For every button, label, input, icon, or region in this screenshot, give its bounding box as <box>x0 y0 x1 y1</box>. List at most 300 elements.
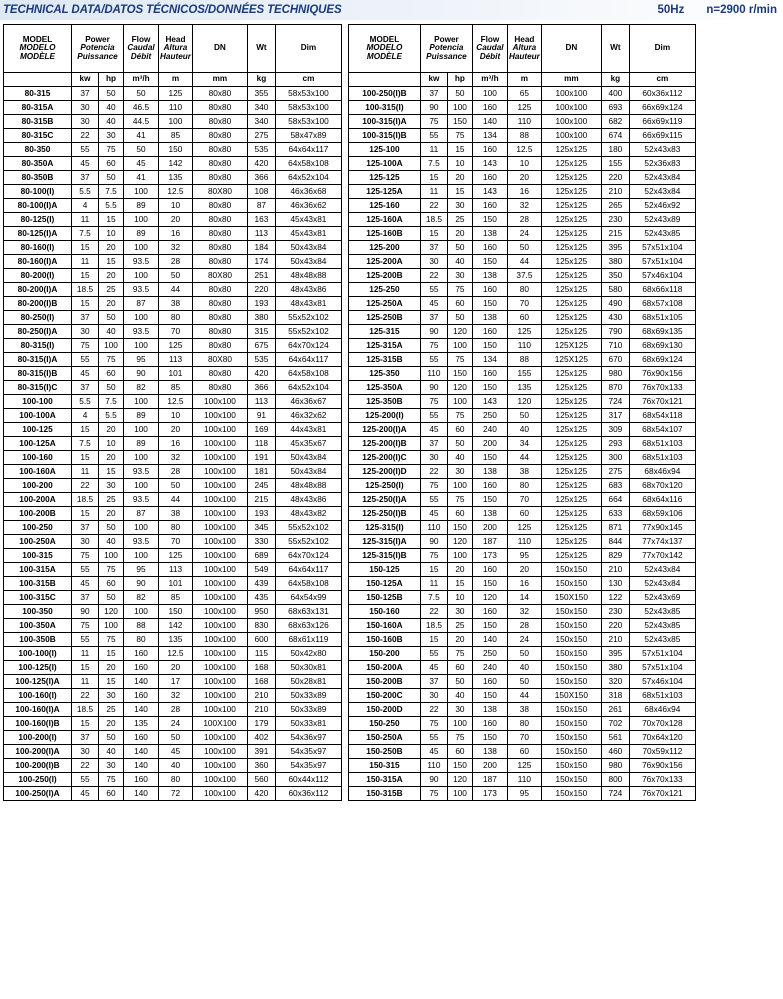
table-row <box>4 689 342 703</box>
cell-value: 80x80 <box>192 101 247 115</box>
cell-value: 100x100 <box>541 115 601 129</box>
cell-value: 230 <box>601 605 629 619</box>
unit-flow: m³/h <box>472 73 507 87</box>
cell-value: 125x125 <box>541 185 601 199</box>
cell-value: 60 <box>447 661 472 675</box>
cell-value: 125x125 <box>541 269 601 283</box>
cell-value: 40 <box>99 745 124 759</box>
cell-model: 125-250A <box>348 297 420 311</box>
cell-value: 150 <box>472 297 507 311</box>
cell-value: 5.5 <box>72 185 99 199</box>
cell-value: 58x53x100 <box>275 101 341 115</box>
cell-value: 60 <box>99 787 124 801</box>
cell-model: 80-350A <box>4 157 72 171</box>
left-table-body <box>4 87 342 801</box>
cell-value: 68x51x105 <box>629 311 695 325</box>
cell-value: 80X80 <box>192 269 247 283</box>
cell-value: 20 <box>159 213 193 227</box>
cell-value: 20 <box>99 717 124 731</box>
cell-model: 125-200(I)C <box>348 451 420 465</box>
cell-value: 50x43x84 <box>275 241 341 255</box>
cell-value: 20 <box>99 269 124 283</box>
cell-model: 150-160B <box>348 633 420 647</box>
cell-value: 37 <box>420 311 447 325</box>
cell-value: 100x100 <box>192 675 247 689</box>
cell-value: 55 <box>72 563 99 577</box>
cell-value: 140 <box>124 745 159 759</box>
cell-value: 52x43x84 <box>629 577 695 591</box>
cell-value: 275 <box>601 465 629 479</box>
cell-value: 80x80 <box>192 325 247 339</box>
cell-value: 64x52x104 <box>275 171 341 185</box>
cell-value: 101 <box>159 367 193 381</box>
cell-value: 32 <box>159 689 193 703</box>
cell-value: 140 <box>472 115 507 129</box>
cell-value: 50x28x81 <box>275 675 341 689</box>
cell-model: 80-160(I)A <box>4 255 72 269</box>
cell-value: 50 <box>99 87 124 101</box>
cell-value: 315 <box>247 325 275 339</box>
cell-value: 125X125 <box>541 353 601 367</box>
cell-model: 80-350B <box>4 171 72 185</box>
right-table-body <box>348 87 695 801</box>
cell-value: 50x33x81 <box>275 717 341 731</box>
cell-value: 120 <box>507 395 541 409</box>
table-row <box>348 311 695 325</box>
cell-model: 80-200(I)A <box>4 283 72 297</box>
cell-value: 140 <box>124 759 159 773</box>
cell-value: 830 <box>247 619 275 633</box>
cell-value: 75 <box>447 493 472 507</box>
table-row <box>4 157 342 171</box>
cell-model: 80-315(I)C <box>4 381 72 395</box>
cell-value: 7.5 <box>99 395 124 409</box>
cell-value: 28 <box>159 465 193 479</box>
cell-value: 68x63x131 <box>275 605 341 619</box>
cell-model: 100-125A <box>4 437 72 451</box>
cell-model: 125-200A <box>348 255 420 269</box>
cell-value: 395 <box>601 241 629 255</box>
cell-model: 100-125(I)A <box>4 675 72 689</box>
cell-value: 120 <box>472 591 507 605</box>
cell-value: 184 <box>247 241 275 255</box>
cell-value: 11 <box>420 577 447 591</box>
cell-value: 80 <box>124 633 159 647</box>
cell-value: 150 <box>472 689 507 703</box>
cell-value: 155 <box>601 157 629 171</box>
cell-value: 76x70x133 <box>629 381 695 395</box>
cell-value: 50 <box>99 521 124 535</box>
cell-value: 75 <box>420 479 447 493</box>
cell-value: 245 <box>247 479 275 493</box>
right-table-wrapper <box>348 24 696 801</box>
cell-model: 150-125A <box>348 577 420 591</box>
cell-value: 75 <box>99 143 124 157</box>
cell-value: 68x51x103 <box>629 689 695 703</box>
cell-value: 20 <box>447 171 472 185</box>
cell-value: 68x63x126 <box>275 619 341 633</box>
cell-model: 125-350 <box>348 367 420 381</box>
cell-value: 80x80 <box>192 129 247 143</box>
table-row <box>348 255 695 269</box>
cell-model: 80-315A <box>4 101 72 115</box>
cell-value: 125 <box>507 521 541 535</box>
cell-model: 100-250A <box>4 535 72 549</box>
cell-value: 15 <box>72 297 99 311</box>
cell-value: 150x150 <box>541 745 601 759</box>
cell-value: 68x51x103 <box>629 451 695 465</box>
cell-value: 46.5 <box>124 101 159 115</box>
cell-value: 20 <box>447 227 472 241</box>
cell-value: 75 <box>72 619 99 633</box>
cell-value: 80x80 <box>192 339 247 353</box>
cell-value: 193 <box>247 297 275 311</box>
cell-value: 210 <box>601 633 629 647</box>
cell-value: 87 <box>124 507 159 521</box>
cell-value: 15 <box>99 213 124 227</box>
cell-value: 118 <box>247 437 275 451</box>
cell-model: 100-250 <box>4 521 72 535</box>
cell-value: 220 <box>247 283 275 297</box>
cell-model: 100-350A <box>4 619 72 633</box>
cell-value: 110 <box>420 759 447 773</box>
cell-value: 80x80 <box>192 255 247 269</box>
cell-value: 12.5 <box>507 143 541 157</box>
cell-value: 64x58x108 <box>275 577 341 591</box>
cell-value: 20 <box>447 633 472 647</box>
cell-value: 28 <box>507 213 541 227</box>
cell-value: 210 <box>601 563 629 577</box>
col-header-flow: Flow Caudal Débit <box>124 25 159 73</box>
cell-value: 20 <box>99 423 124 437</box>
unit-dim: cm <box>275 73 341 87</box>
cell-value: 5.5 <box>99 199 124 213</box>
cell-value: 15 <box>72 423 99 437</box>
cell-value: 15 <box>72 451 99 465</box>
cell-value: 30 <box>447 703 472 717</box>
cell-value: 90 <box>124 577 159 591</box>
cell-value: 340 <box>247 101 275 115</box>
cell-value: 25 <box>447 619 472 633</box>
cell-value: 309 <box>601 423 629 437</box>
cell-model: 80-315B <box>4 115 72 129</box>
cell-model: 100-350 <box>4 605 72 619</box>
cell-value: 58x47x89 <box>275 129 341 143</box>
table-row <box>4 213 342 227</box>
cell-value: 68x46x94 <box>629 465 695 479</box>
cell-value: 68x69x124 <box>629 353 695 367</box>
cell-model: 80-315(I)B <box>4 367 72 381</box>
cell-value: 80x80 <box>192 213 247 227</box>
cell-value: 50 <box>99 171 124 185</box>
cell-value: 173 <box>472 549 507 563</box>
table-row <box>348 241 695 255</box>
cell-value: 125 <box>507 101 541 115</box>
cell-value: 420 <box>247 157 275 171</box>
cell-value: 30 <box>99 479 124 493</box>
table-row <box>348 689 695 703</box>
cell-value: 140 <box>124 703 159 717</box>
cell-value: 100 <box>124 521 159 535</box>
cell-value: 55x52x102 <box>275 311 341 325</box>
cell-value: 20 <box>99 661 124 675</box>
cell-value: 70 <box>507 297 541 311</box>
table-row <box>348 731 695 745</box>
cell-value: 125x125 <box>541 143 601 157</box>
cell-value: 150x150 <box>541 619 601 633</box>
table-row <box>4 535 342 549</box>
cell-value: 68x70x120 <box>629 479 695 493</box>
cell-value: 90 <box>420 535 447 549</box>
cell-value: 50x33x89 <box>275 689 341 703</box>
cell-value: 7.5 <box>72 227 99 241</box>
cell-value: 150 <box>472 731 507 745</box>
cell-value: 89 <box>124 437 159 451</box>
table-row <box>4 703 342 717</box>
cell-model: 100-200 <box>4 479 72 493</box>
cell-value: 95 <box>124 353 159 367</box>
cell-value: 50 <box>507 241 541 255</box>
cell-value: 30 <box>420 689 447 703</box>
cell-value: 150x150 <box>541 577 601 591</box>
cell-model: 125-250(I)A <box>348 493 420 507</box>
table-row <box>4 227 342 241</box>
cell-value: 40 <box>447 689 472 703</box>
cell-value: 790 <box>601 325 629 339</box>
cell-value: 50x43x84 <box>275 255 341 269</box>
cell-value: 100 <box>124 339 159 353</box>
cell-value: 200 <box>472 759 507 773</box>
cell-value: 125 <box>507 325 541 339</box>
cell-model: 125-160 <box>348 199 420 213</box>
cell-value: 100 <box>124 395 159 409</box>
cell-value: 380 <box>601 661 629 675</box>
cell-value: 100 <box>99 619 124 633</box>
cell-value: 22 <box>72 689 99 703</box>
cell-value: 11 <box>72 465 99 479</box>
cell-value: 85 <box>159 591 193 605</box>
cell-value: 55 <box>420 493 447 507</box>
cell-value: 52x43x85 <box>629 227 695 241</box>
table-row <box>348 465 695 479</box>
cell-value: 52x36x83 <box>629 157 695 171</box>
cell-value: 22 <box>420 703 447 717</box>
cell-value: 55 <box>72 143 99 157</box>
cell-model: 150-250 <box>348 717 420 731</box>
table-row <box>348 409 695 423</box>
cell-value: 10 <box>99 227 124 241</box>
cell-value: 240 <box>472 661 507 675</box>
cell-value: 181 <box>247 465 275 479</box>
cell-value: 90 <box>420 773 447 787</box>
cell-value: 143 <box>472 395 507 409</box>
cell-value: 138 <box>472 703 507 717</box>
cell-value: 7.5 <box>420 157 447 171</box>
cell-value: 160 <box>472 143 507 157</box>
cell-value: 76x90x156 <box>629 367 695 381</box>
unit-flow: m³/h <box>124 73 159 87</box>
cell-model: 80-160(I) <box>4 241 72 255</box>
cell-value: 560 <box>247 773 275 787</box>
cell-value: 70 <box>159 535 193 549</box>
cell-value: 150x150 <box>541 731 601 745</box>
cell-value: 20 <box>159 661 193 675</box>
table-row <box>348 199 695 213</box>
cell-value: 12.5 <box>159 647 193 661</box>
cell-value: 160 <box>472 675 507 689</box>
table-row <box>348 367 695 381</box>
table-row <box>4 171 342 185</box>
cell-value: 400 <box>601 87 629 101</box>
cell-value: 980 <box>601 759 629 773</box>
cell-value: 180 <box>601 143 629 157</box>
cell-value: 91 <box>247 409 275 423</box>
cell-value: 664 <box>601 493 629 507</box>
cell-value: 90 <box>420 101 447 115</box>
table-row <box>4 549 342 563</box>
cell-value: 100 <box>472 87 507 101</box>
cell-value: 80x80 <box>192 241 247 255</box>
cell-value: 16 <box>507 577 541 591</box>
cell-model: 100-125 <box>4 423 72 437</box>
cell-value: 100 <box>447 549 472 563</box>
cell-value: 350 <box>601 269 629 283</box>
cell-value: 134 <box>472 129 507 143</box>
cell-value: 45 <box>72 577 99 591</box>
cell-value: 683 <box>601 479 629 493</box>
cell-value: 330 <box>247 535 275 549</box>
cell-value: 44x43x81 <box>275 423 341 437</box>
cell-value: 75 <box>447 353 472 367</box>
cell-model: 150-160A <box>348 619 420 633</box>
cell-value: 55 <box>72 773 99 787</box>
cell-value: 68x61x119 <box>275 633 341 647</box>
cell-value: 80x80 <box>192 171 247 185</box>
cell-value: 41 <box>124 171 159 185</box>
cell-value: 22 <box>420 465 447 479</box>
cell-value: 55 <box>420 409 447 423</box>
cell-model: 80-125(I) <box>4 213 72 227</box>
table-row <box>348 437 695 451</box>
cell-value: 163 <box>247 213 275 227</box>
cell-value: 18.5 <box>72 703 99 717</box>
cell-value: 52x46x92 <box>629 199 695 213</box>
table-row <box>348 535 695 549</box>
cell-value: 32 <box>507 199 541 213</box>
cell-value: 48x43x86 <box>275 493 341 507</box>
cell-value: 380 <box>247 311 275 325</box>
cell-value: 20 <box>447 563 472 577</box>
cell-value: 16 <box>159 437 193 451</box>
cell-model: 100-315(I)B <box>348 129 420 143</box>
cell-value: 20 <box>99 451 124 465</box>
cell-value: 12.5 <box>159 395 193 409</box>
cell-value: 150x150 <box>541 661 601 675</box>
cell-value: 125x125 <box>541 507 601 521</box>
table-row <box>348 675 695 689</box>
cell-value: 89 <box>124 227 159 241</box>
cell-value: 60x36x112 <box>629 87 695 101</box>
cell-value: 15 <box>447 577 472 591</box>
cell-value: 37 <box>72 311 99 325</box>
cell-value: 150x150 <box>541 787 601 801</box>
cell-value: 173 <box>472 787 507 801</box>
cell-model: 150-200A <box>348 661 420 675</box>
cell-value: 64x64x117 <box>275 563 341 577</box>
cell-value: 210 <box>247 689 275 703</box>
cell-value: 7.5 <box>420 591 447 605</box>
cell-value: 77x74x137 <box>629 535 695 549</box>
table-row <box>4 297 342 311</box>
cell-value: 18.5 <box>72 283 99 297</box>
col-header-model: MODEL MODELO MODÈLE <box>348 25 420 73</box>
cell-value: 120 <box>447 535 472 549</box>
cell-model: 125-160B <box>348 227 420 241</box>
cell-value: 870 <box>601 381 629 395</box>
cell-value: 110 <box>159 101 193 115</box>
cell-value: 724 <box>601 395 629 409</box>
pump-data-table-left <box>3 24 342 801</box>
cell-value: 100x100 <box>192 563 247 577</box>
cell-value: 80 <box>507 717 541 731</box>
table-row <box>4 269 342 283</box>
cell-value: 57x46x104 <box>629 269 695 283</box>
cell-model: 100-160A <box>4 465 72 479</box>
unit-head: m <box>159 73 193 87</box>
cell-value: 37 <box>420 675 447 689</box>
cell-value: 366 <box>247 171 275 185</box>
cell-value: 18.5 <box>420 213 447 227</box>
cell-value: 50 <box>159 479 193 493</box>
table-row <box>4 311 342 325</box>
cell-value: 150 <box>472 339 507 353</box>
table-row <box>348 717 695 731</box>
cell-value: 100 <box>447 479 472 493</box>
cell-model: 125-315B <box>348 353 420 367</box>
cell-value: 25 <box>99 283 124 297</box>
cell-model: 150-315B <box>348 787 420 801</box>
cell-value: 724 <box>601 787 629 801</box>
cell-value: 90 <box>72 605 99 619</box>
cell-value: 100 <box>124 269 159 283</box>
cell-value: 95 <box>507 549 541 563</box>
cell-value: 100 <box>447 787 472 801</box>
table-row <box>348 101 695 115</box>
cell-value: 24 <box>507 633 541 647</box>
cell-value: 93.5 <box>124 283 159 297</box>
cell-value: 125x125 <box>541 367 601 381</box>
cell-value: 140 <box>124 787 159 801</box>
cell-model: 125-315(I)A <box>348 535 420 549</box>
cell-value: 110 <box>507 535 541 549</box>
cell-value: 670 <box>601 353 629 367</box>
cell-model: 100-315C <box>4 591 72 605</box>
cell-model: 80-315C <box>4 129 72 143</box>
cell-value: 340 <box>247 115 275 129</box>
cell-value: 44 <box>159 283 193 297</box>
cell-value: 46x32x62 <box>275 409 341 423</box>
cell-value: 75 <box>99 563 124 577</box>
table-row <box>4 577 342 591</box>
cell-value: 100x100 <box>192 465 247 479</box>
cell-value: 50 <box>507 409 541 423</box>
cell-value: 115 <box>247 647 275 661</box>
cell-model: 150-160 <box>348 605 420 619</box>
pump-data-table-right <box>348 24 696 801</box>
cell-value: 100 <box>447 395 472 409</box>
cell-value: 68x46x94 <box>629 703 695 717</box>
table-row <box>348 269 695 283</box>
